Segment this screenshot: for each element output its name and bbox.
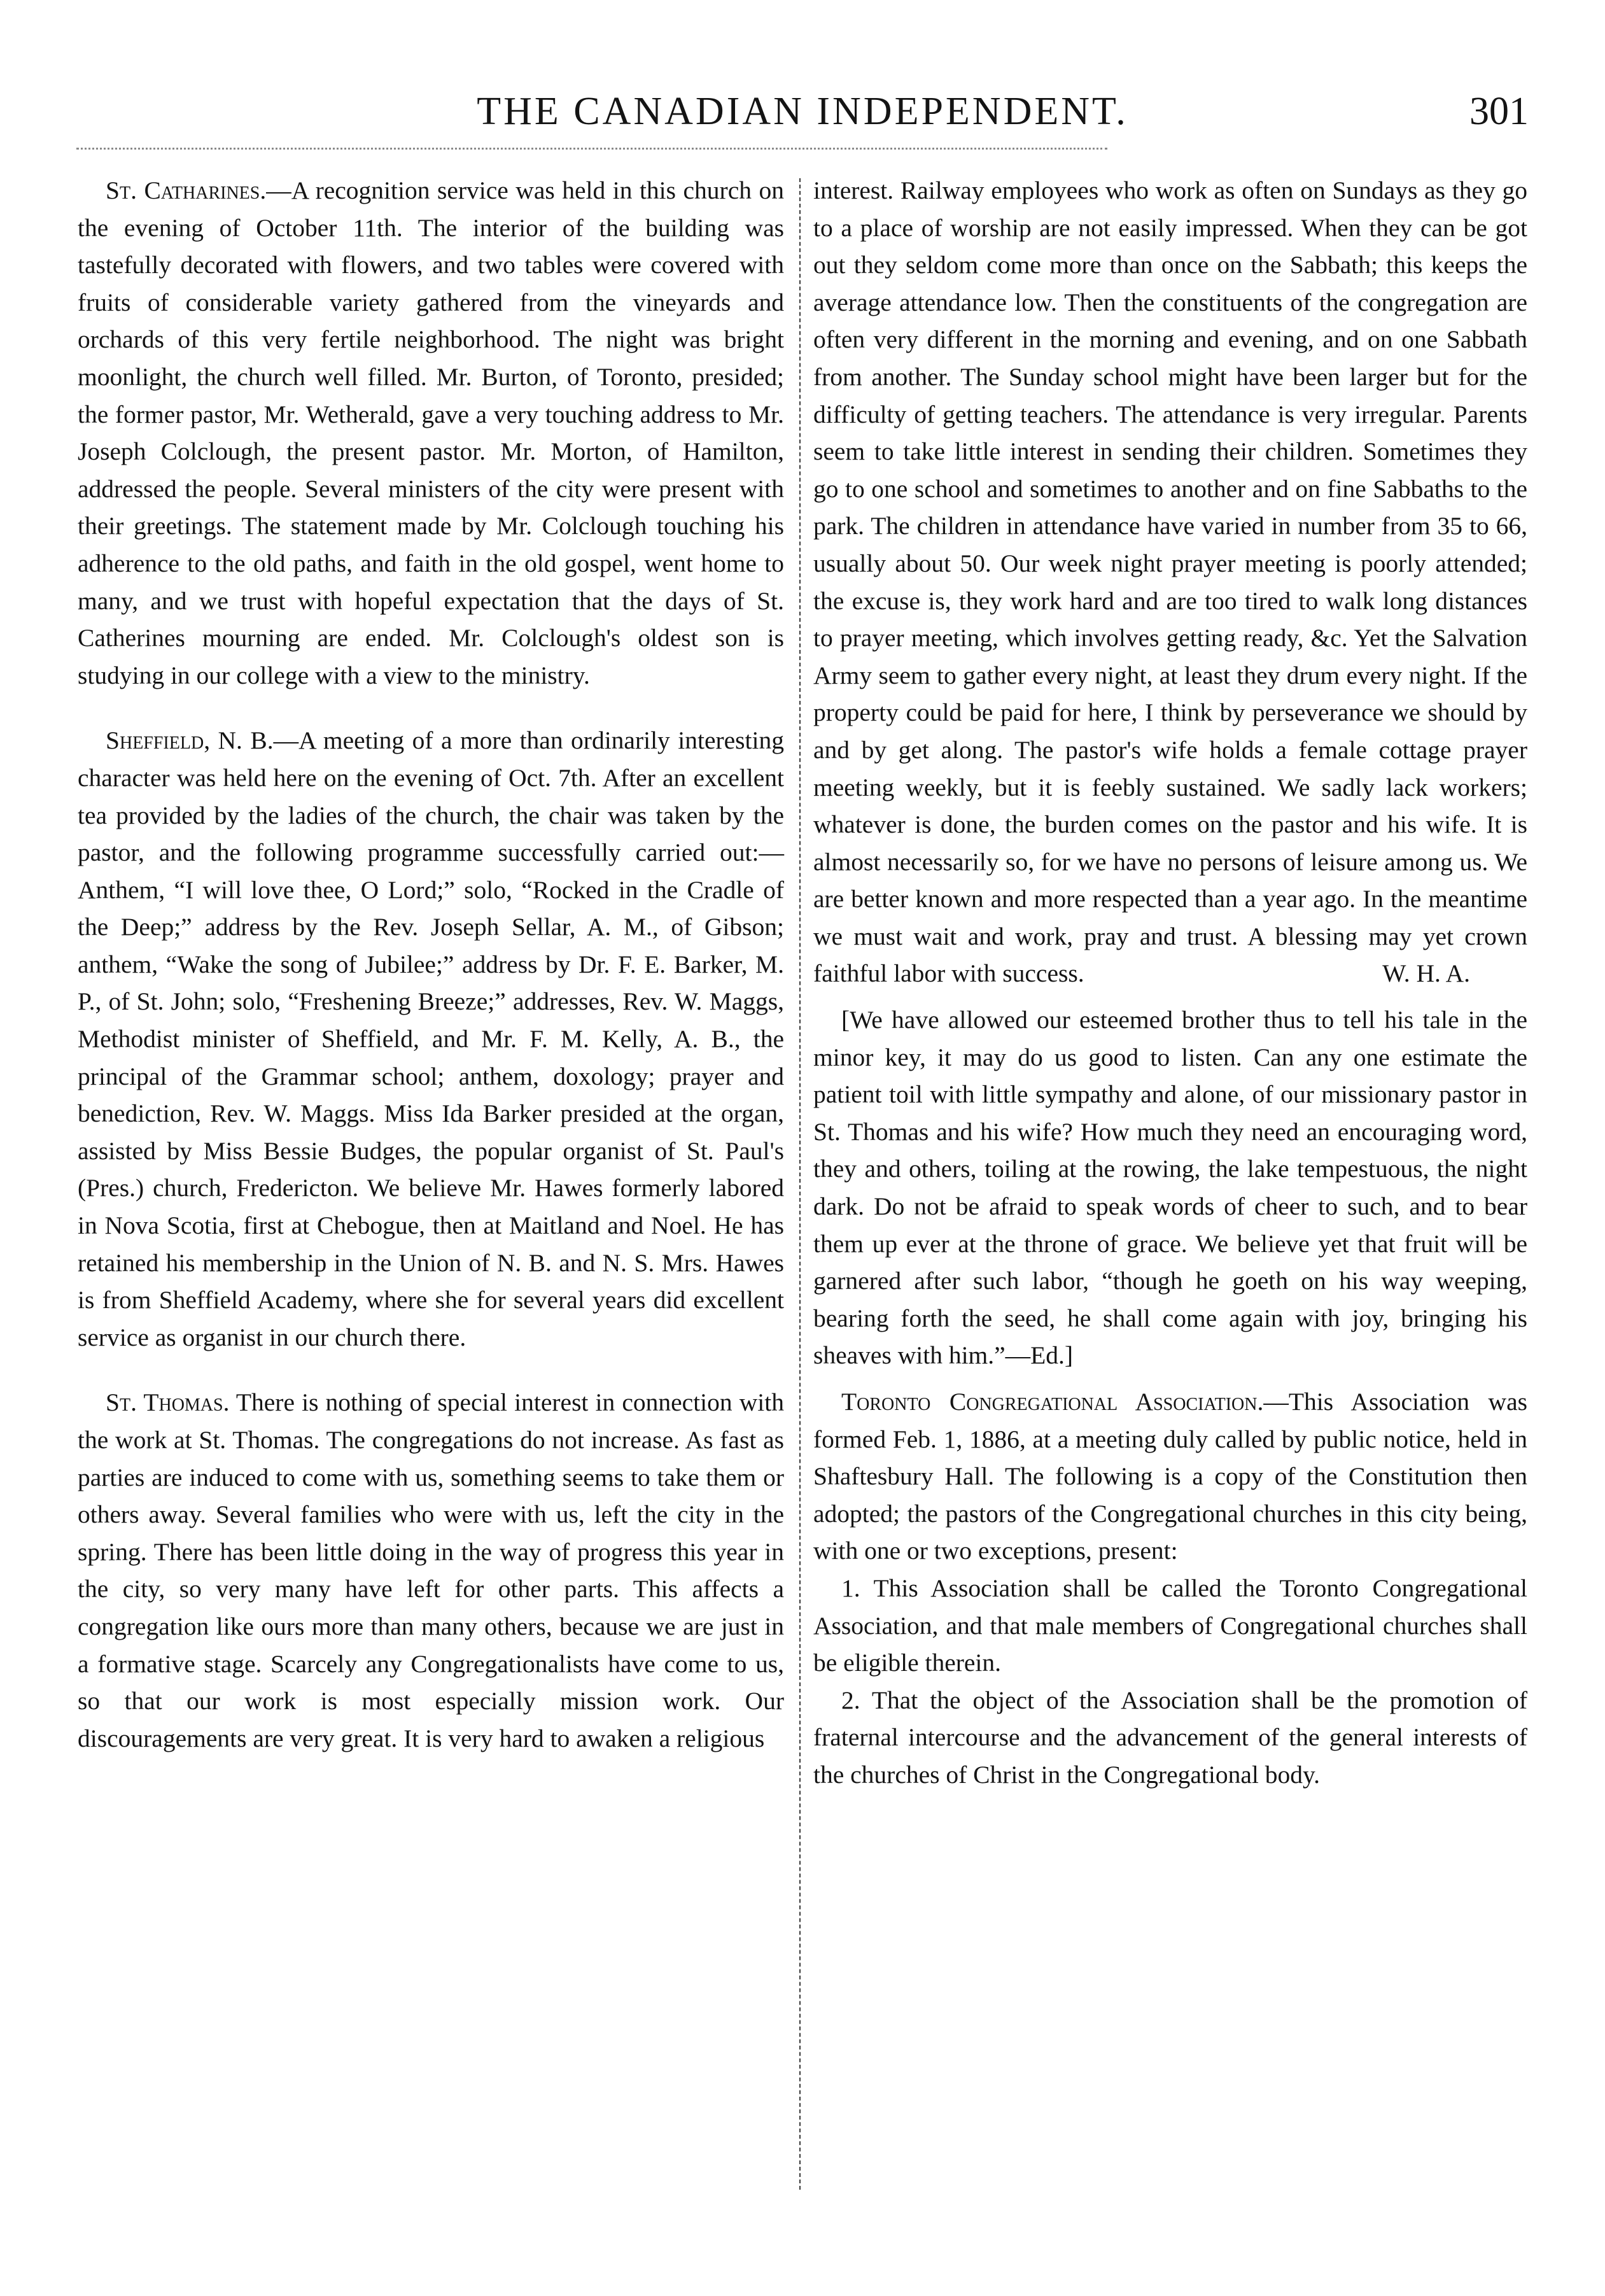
- author-signature: W. H. A.: [1382, 959, 1470, 988]
- article-paragraph: [78, 1384, 784, 1757]
- article-heading: Toronto Congregational Association.: [841, 1388, 1264, 1416]
- article-paragraph: [813, 1383, 1527, 1570]
- article-toronto-association: [813, 1383, 1527, 1794]
- article-body: interest. Railway employees who work as often on Sundays as they go to a place of worship are not easily impressed. When they can be got out they seldom come more than once on the Sabbath; this keeps the average attendance low. Then the constituents of the congregation are often very different in the morning and evening, and on one Sabbath from another. The Sunday school might have been larger but for the difficulty of getting teachers. The attendance is very irregular. Parents seem to take little interest in sending their children. Sometimes they go to one school and sometimes to another and on fine Sabbaths to the park. The children in attendance have varied in number from 35 to 66, usually about 50. Our week night prayer meeting is poorly attended; the excuse is, they work hard and are too tired to walk long distances to prayer meeting, which involves getting ready, &c. Yet the Salvation Army seem to gather every night, at least they drum every night. If the property could be paid for here, I think by perseverance we should by and by get along. The pastor's wife holds a female cottage prayer meeting weekly, but it is feebly sustained. We sadly lack workers; whatever is done, the burden comes on the pastor and his wife. It is almost necessarily so, for we have no persons of leisure among us. We are better known and more respected than a year ago. In the meantime we must wait and work, pray and trust. A blessing may yet crown faithful labor with success.: [813, 176, 1527, 988]
- article-sheffield: [78, 722, 784, 1356]
- article-body: —This Association was formed Feb. 1, 1886, at a meeting duly called by public notice, held in Shaftesbury Hall. The following is a copy of the Constitution then adopted; the pastors of the Congregational churches in this city being, with one or two exceptions, present:: [813, 1388, 1527, 1565]
- article-heading: St. Thomas.: [106, 1388, 230, 1417]
- journal-title: THE CANADIAN INDEPENDENT.: [477, 90, 1128, 133]
- left-column: [78, 172, 784, 1757]
- article-body: There is nothing of special interest in connection with the work at St. Thomas. The congregations do not increase. As fast as parties are induced to come with us, something seems to take them or others away. Several families who were with us, left the city in the spring. There has been little doing in the way of progress this year in the city, so very many have left for other parts. This affects a congregation like ours more than many others, because we are just in a formative stage. Scarcely any Congregationalists have come to us, so that our work is most especially mission work. Our discouragements are very great. It is very hard to awaken a religious: [78, 1388, 784, 1752]
- running-header: [0, 76, 1605, 146]
- article-paragraph: [813, 172, 1527, 992]
- article-heading: Sheffield, N. B.: [106, 726, 274, 755]
- constitution-article-2: 2. That the object of the Association shall be the promotion of fraternal intercourse and the advancement of the general interests of the churches of Christ in the Congregational body.: [813, 1686, 1527, 1789]
- constitution-article-1: 1. This Association shall be called the Toronto Congregational Association, and that male members of Congregational churches shall be eligible therein.: [813, 1574, 1527, 1677]
- article-st-catharines: [78, 172, 784, 694]
- page-number: 301: [1469, 90, 1529, 133]
- article-st-thomas-continued: [813, 172, 1527, 992]
- column-divider: [799, 178, 801, 2190]
- editor-note-paragraph: [We have allowed our esteemed brother thus to tell his tale in the minor key, it may do us good to listen. Can any one estimate the patient toil with little sympathy and alone, of our missionary pastor in St. Thomas and his wife? How much they need an encouraging word, they and others, toiling at the rowing, the lake tempestuous, the night dark. Do not be afraid to speak words of cheer to such, and to bear them up ever at the throne of grace. We believe yet that fruit will be garnered after such labor, “though he goeth on his way weeping, bearing forth the seed, he shall come again with joy, bringing his sheaves with him.”—Ed.]: [813, 1006, 1527, 1370]
- editor-note: [813, 1001, 1527, 1374]
- header-rule: [76, 148, 1107, 150]
- article-paragraph: [78, 172, 784, 694]
- article-body: —A recognition service was held in this church on the evening of October 11th. The interior of the building was tastefully decorated with flowers, and two tables were covered with fruits of considerable variety gathered from the vineyards and orchards of this very fertile neighborhood. The night was bright moonlight, the church well filled. Mr. Burton, of Toronto, presided; the former pastor, Mr. Wetherald, gave a very touching address to Mr. Joseph Colclough, the present pastor. Mr. Morton, of Hamilton, addressed the people. Several ministers of the city were present with their greetings. The statement made by Mr. Colclough touching his adherence to the old paths, and faith in the old gospel, went home to many, and we trust with hopeful expectation that the days of St. Catherines mourning are ended. Mr. Colclough's oldest son is studying in our college with a view to the ministry.: [78, 176, 784, 689]
- article-paragraph: [78, 722, 784, 1356]
- article-st-thomas: [78, 1384, 784, 1757]
- right-column: [813, 172, 1527, 1794]
- article-body: —A meeting of a more than ordinarily interesting character was held here on the evening of Oct. 7th. After an excellent tea provided by the ladies of the church, the chair was taken by the pastor, and the following programme successfully carried out:—Anthem, “I will love thee, O Lord;” solo, “Rocked in the Cradle of the Deep;” address by the Rev. Joseph Sellar, A. M., of Gibson; anthem, “Wake the song of Jubilee;” address by Dr. F. E. Barker, M. P., of St. John; solo, “Freshening Breeze;” addresses, Rev. W. Maggs, Methodist minister of Sheffield, and Mr. F. M. Kelly, A. B., the principal of the Grammar school; anthem, doxology; prayer and benediction, Rev. W. Maggs. Miss Ida Barker presided at the organ, assisted by Miss Bessie Budges, the popular organist of St. Paul's (Pres.) church, Fredericton. We believe Mr. Hawes formerly labored in Nova Scotia, first at Chebogue, then at Maitland and Noel. He has retained his membership in the Union of N. B. and N. S. Mrs. Hawes is from Sheffield Academy, where she for several years did excellent service as organist in our church there.: [78, 726, 785, 1351]
- article-heading: St. Catharines.: [106, 176, 267, 204]
